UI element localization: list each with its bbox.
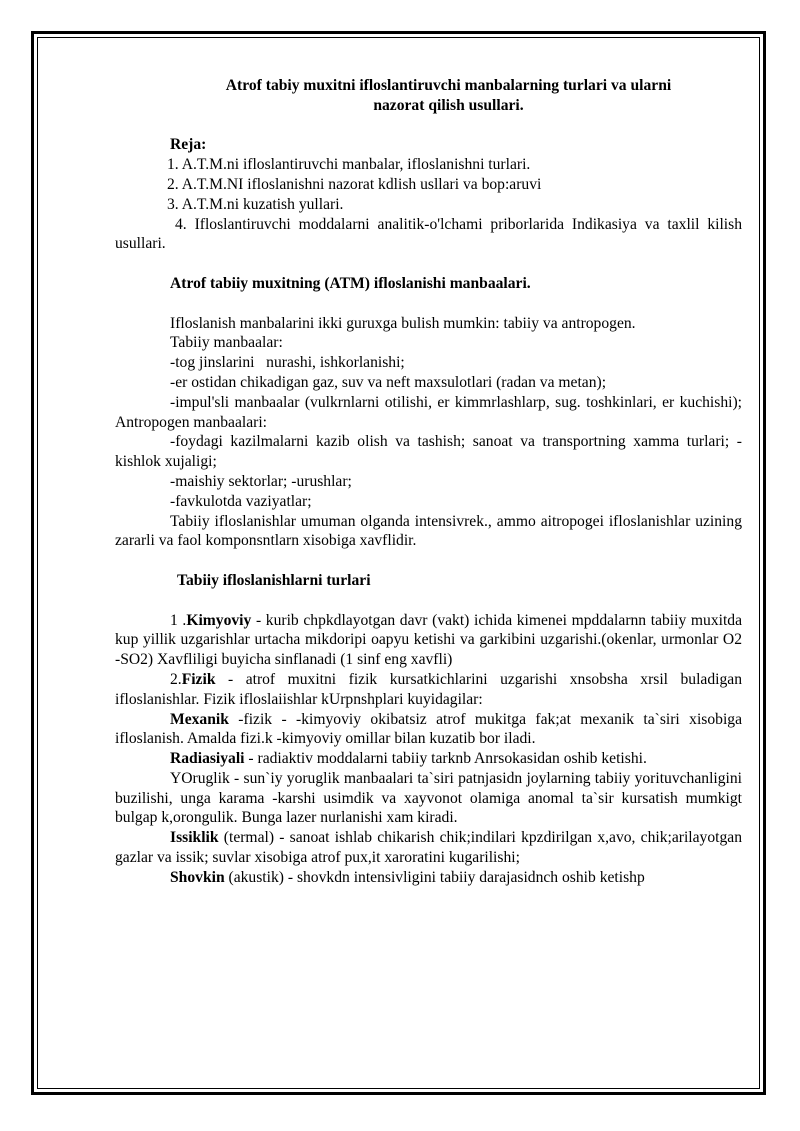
document-body bbox=[115, 76, 742, 888]
section-heading-types: Tabiiy ifloslanishlarni turlari bbox=[177, 571, 371, 589]
mechanical-term: Mexanik bbox=[170, 710, 229, 728]
plan-list bbox=[115, 155, 742, 214]
heat-text: (termal) - sanoat ishlab chikarish chik;indilari kpzdirilgan x,avo, chik;arilayotgan gazlar va issik; suvlar xisobiga atrof pux,it xaroratini kugarilishi; bbox=[115, 829, 742, 867]
plan-item-2: 2. A.T.M.NI ifloslanishni nazorat kdlish usllari va bop:aruvi bbox=[167, 175, 542, 193]
section-heading-sources: Atrof tabiiy muxitning (ATM) ifloslanishi manbaalari. bbox=[170, 274, 531, 292]
chemical-term: Kimyoviy bbox=[186, 611, 252, 629]
document-title bbox=[115, 76, 742, 116]
natural-source-2: -er ostidan chikadigan gaz, suv va neft maxsulotlari (radan va metan); bbox=[170, 373, 607, 391]
plan-label: Reja: bbox=[170, 136, 207, 154]
anthropogen-source-3: -favkulotda vaziyatlar; bbox=[170, 492, 312, 510]
physical-term: Fizik bbox=[181, 670, 216, 688]
physical-text: - atrof muxitni fizik kursatkichlarini uzgarishi xnsobsha xrsil buladigan ifloslanishlar. Fizik ifloslaiishlar kUrpnshplari kuyidagilar: bbox=[115, 670, 742, 708]
paragraph-chemical bbox=[115, 611, 742, 670]
paragraph-summary: Tabiiy ifloslanishlar umuman olganda intensivrek., ammo aitropogei ifloslanishlar uzining zararli va faol komponsntlarn xisobiga xavflidir. bbox=[115, 512, 742, 550]
physical-prefix: 2. bbox=[170, 670, 182, 688]
title-line-2: nazorat qilish usullari. bbox=[373, 96, 524, 114]
noise-term: Shovkin bbox=[170, 868, 225, 886]
plan-item-1: 1. A.T.M.ni ifloslantiruvchi manbalar, ifloslanishni turlari. bbox=[167, 156, 531, 174]
anthropogen-source-1: -foydagi kazilmalarni kazib olish va tashish; sanoat va transportning xamma turlari; -kishlok xujaligi; bbox=[115, 433, 742, 471]
noise-text: (akustik) - shovkdn intensivligini tabiiy darajasidnch oshib ketishp bbox=[224, 868, 645, 886]
chemical-prefix: 1 . bbox=[170, 611, 187, 629]
paragraph-mechanical bbox=[115, 710, 742, 750]
chemical-text: - kurib chpkdlayotgan davr (vakt) ichida kimenei mpddalarnn tabiiy muxitda kup yillik uzgarishlar urtacha mikdoripi oapyu ketishi va garkibini uzgarishi.(okenlar, urmonlar O2 -SO2) Xavfliligi buyicha sinflanadi (1 sinf eng xavfli) bbox=[115, 611, 742, 669]
paragraph-radiation bbox=[115, 749, 742, 769]
paragraph-noise bbox=[115, 868, 742, 888]
paragraph-physical bbox=[115, 670, 742, 710]
plan-item-3: 3. A.T.M.ni kuzatish yullari. bbox=[167, 195, 344, 213]
radiation-term: Radiasiyali bbox=[170, 750, 245, 768]
paragraph-heat bbox=[115, 828, 742, 868]
heat-term: Issiklik bbox=[170, 829, 219, 847]
natural-sources-label: Tabiiy manbaalar: bbox=[170, 334, 283, 352]
paragraph-intro: Ifloslanish manbalarini ikki guruxga bulish mumkin: tabiiy va antropogen. bbox=[170, 314, 636, 332]
mechanical-text: -fizik - -kimyoviy okibatsiz atrof mukitga fak;at mexanik ta`siri xisobiga ifloslanish. Amalda fizi.k -kimyoviy omillar bilan kuzatib bor iladi. bbox=[115, 710, 742, 748]
plan-item-4: 4. Ifloslantiruvchi moddalarni analitik-o'lchami priborlarida Indikasiya va taxlil kilish usullari. bbox=[115, 215, 742, 253]
title-line-1: Atrof tabiy muxitni ifloslantiruvchi manbalarning turlari va ularni bbox=[225, 77, 672, 94]
radiation-text: - radiaktiv moddalarni tabiiy tarknb Anrsokasidan oshib ketishi. bbox=[244, 750, 647, 768]
paragraph-light: YOruglik - sun`iy yoruglik manbaalari ta`siri patnjasidn joylarning tabiiy yorituvchanligini buzilishi, unga karama -karshi usimdik va xayvonot olamiga anomal ta`sir kursatish mumkigt bulgap k,orongulik. Bunga lazer nurlanishi xam kiradi. bbox=[115, 769, 742, 827]
anthropogen-source-2: -maishiy sektorlar; -urushlar; bbox=[170, 472, 352, 490]
natural-source-1: -tog jinslarini nurashi, ishkorlanishi; bbox=[170, 354, 405, 372]
natural-source-3: -impul'sli manbaalar (vulkrnlarni otilishi, er kimmrlashlarp, sug. toshkinlari, er kuchishi); Antropogen manbaalari: bbox=[115, 393, 742, 431]
